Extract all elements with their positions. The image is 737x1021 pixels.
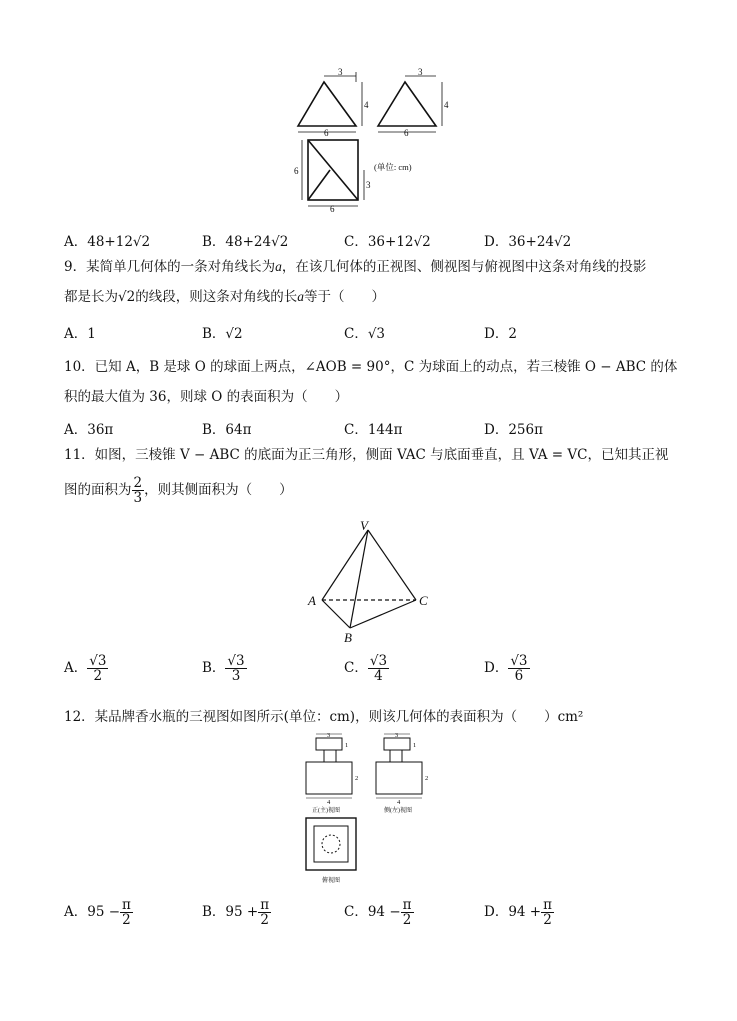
dim-label: 6 bbox=[404, 128, 409, 138]
q11-option-b bbox=[202, 654, 247, 683]
view-caption-top: 俯视图 bbox=[322, 878, 341, 884]
dim-label: 3 bbox=[418, 67, 423, 77]
q10-option-a: A．36π bbox=[64, 422, 114, 438]
fraction-denominator: 6 bbox=[514, 668, 524, 684]
dim-label: 2 bbox=[355, 775, 359, 782]
q11-tetrahedron-figure bbox=[300, 518, 440, 646]
fraction-numerator: √3 bbox=[510, 653, 528, 669]
q11-option-c bbox=[344, 654, 389, 683]
dim-label: 3 bbox=[327, 732, 331, 739]
fraction-numerator: √3 bbox=[369, 653, 388, 669]
option-fraction bbox=[225, 654, 246, 683]
option-letter: D． bbox=[484, 660, 509, 676]
vertex-label-v: V bbox=[360, 518, 368, 533]
q10-option-b: B．64π bbox=[202, 422, 252, 438]
fraction-numerator: π bbox=[402, 897, 412, 913]
q11-option-d bbox=[484, 654, 530, 683]
q8-three-view-figure bbox=[290, 66, 470, 214]
dim-label: 3 bbox=[366, 180, 371, 190]
dim-label: 6 bbox=[330, 204, 335, 214]
dim-label: 1 bbox=[345, 742, 349, 749]
q11-fraction bbox=[132, 476, 145, 505]
q9-var: a bbox=[297, 289, 304, 304]
option-fraction bbox=[258, 898, 271, 927]
option-letter: A． bbox=[64, 904, 88, 920]
q11-text: ，则其侧面积为（ ） bbox=[144, 482, 293, 498]
fraction-denominator: 2 bbox=[543, 912, 552, 928]
fraction-numerator: √3 bbox=[227, 653, 245, 669]
dim-label: 4 bbox=[364, 100, 369, 110]
q9-option-b: B．√2 bbox=[202, 326, 243, 342]
dim-label: 3 bbox=[338, 67, 343, 77]
q12-three-view-figure bbox=[298, 730, 442, 886]
vertex-label-a: A bbox=[308, 593, 316, 608]
fraction-denominator: 3 bbox=[231, 668, 241, 684]
q8-option-c: C．36+12√2 bbox=[344, 234, 431, 250]
q9-text: 9．某简单几何体的一条对角线长为 bbox=[64, 259, 276, 275]
q9-text: ，在该几何体的正视图、侧视图与俯视图中这条对角线的投影 bbox=[281, 259, 647, 275]
dim-label: 6 bbox=[294, 166, 299, 176]
q12-option-b bbox=[202, 898, 271, 927]
q9-option-c: C．√3 bbox=[344, 326, 386, 342]
view-caption-front: 正(主)视图 bbox=[312, 808, 340, 814]
option-value: 95 − bbox=[87, 904, 121, 920]
fraction-denominator: 2 bbox=[122, 912, 131, 928]
q11-line-2 bbox=[64, 476, 293, 505]
q9-text: 等于（ ） bbox=[303, 289, 385, 305]
fraction-denominator: 2 bbox=[402, 912, 412, 928]
option-letter: B． bbox=[202, 660, 226, 676]
q8-option-b: B．48+24√2 bbox=[202, 234, 289, 250]
fraction-numerator: π bbox=[543, 897, 552, 913]
fraction-denominator: 3 bbox=[133, 490, 143, 506]
q12-line-1: 12．某品牌香水瓶的三视图如图所示(单位：cm)，则该几何体的表面积为（ ）cm² bbox=[64, 709, 584, 725]
option-letter: B． bbox=[202, 904, 226, 920]
q9-var: a bbox=[275, 259, 282, 274]
q8-option-a: A．48+12√2 bbox=[64, 234, 151, 250]
option-value: 94 + bbox=[508, 904, 542, 920]
q9-text: 都是长为 bbox=[64, 289, 118, 305]
option-value: 94 − bbox=[367, 904, 401, 920]
dim-label: 4 bbox=[444, 100, 449, 110]
option-fraction bbox=[401, 898, 414, 927]
dim-label: 1 bbox=[413, 742, 417, 749]
fraction-denominator: 2 bbox=[260, 912, 269, 928]
dim-label: 2 bbox=[425, 775, 429, 782]
q9-line-1 bbox=[64, 258, 646, 276]
q11-line-1: 11．如图，三棱锥 V − ABC 的底面为正三角形，侧面 VAC 与底面垂直，且 VA = VC，已知其正视 bbox=[64, 447, 669, 463]
option-letter: D． bbox=[484, 904, 509, 920]
dim-label: 3 bbox=[395, 732, 399, 739]
option-fraction bbox=[508, 654, 529, 683]
q12-option-c bbox=[344, 898, 414, 927]
q12-option-a bbox=[64, 898, 133, 927]
fraction-denominator: 2 bbox=[93, 668, 103, 684]
q9-text: 的线段，则这条对角线的长 bbox=[135, 289, 298, 305]
q10-option-d: D．256π bbox=[484, 422, 543, 438]
dim-label: 6 bbox=[324, 128, 329, 138]
dim-label: 4 bbox=[397, 799, 401, 806]
q10-line-1: 10．已知 A，B 是球 O 的球面上两点，∠AOB = 90°，C 为球面上的动点，若三棱锥 O − ABC 的体 bbox=[64, 359, 678, 375]
unit-label: (单位: cm) bbox=[374, 162, 412, 172]
option-fraction bbox=[120, 898, 133, 927]
q10-line-2: 积的最大值为 36，则球 O 的表面积为（ ） bbox=[64, 389, 349, 405]
q9-line-2 bbox=[64, 288, 385, 306]
view-caption-side: 侧(左)视图 bbox=[384, 808, 412, 814]
q10-option-c: C．144π bbox=[344, 422, 403, 438]
q9-option-d: D．2 bbox=[484, 326, 517, 342]
option-fraction bbox=[541, 898, 554, 927]
option-fraction bbox=[87, 654, 108, 683]
q11-option-a bbox=[64, 654, 108, 683]
dim-label: 4 bbox=[327, 799, 331, 806]
q9-option-a: A．1 bbox=[64, 326, 96, 342]
option-letter: C． bbox=[344, 660, 368, 676]
option-letter: A． bbox=[64, 660, 88, 676]
option-letter: C． bbox=[344, 904, 368, 920]
option-fraction bbox=[368, 654, 389, 683]
fraction-numerator: √3 bbox=[89, 653, 107, 669]
vertex-label-c: C bbox=[419, 593, 428, 608]
q12-option-d bbox=[484, 898, 554, 927]
fraction-numerator: 2 bbox=[133, 475, 143, 491]
q11-text: 图的面积为 bbox=[64, 482, 132, 498]
fraction-numerator: π bbox=[122, 897, 131, 913]
vertex-label-b: B bbox=[344, 630, 352, 645]
fraction-numerator: π bbox=[260, 897, 270, 913]
q9-sqrt: √2 bbox=[118, 289, 136, 305]
fraction-denominator: 4 bbox=[374, 668, 383, 684]
q8-option-d: D．36+24√2 bbox=[484, 234, 572, 250]
option-value: 95 + bbox=[225, 904, 259, 920]
